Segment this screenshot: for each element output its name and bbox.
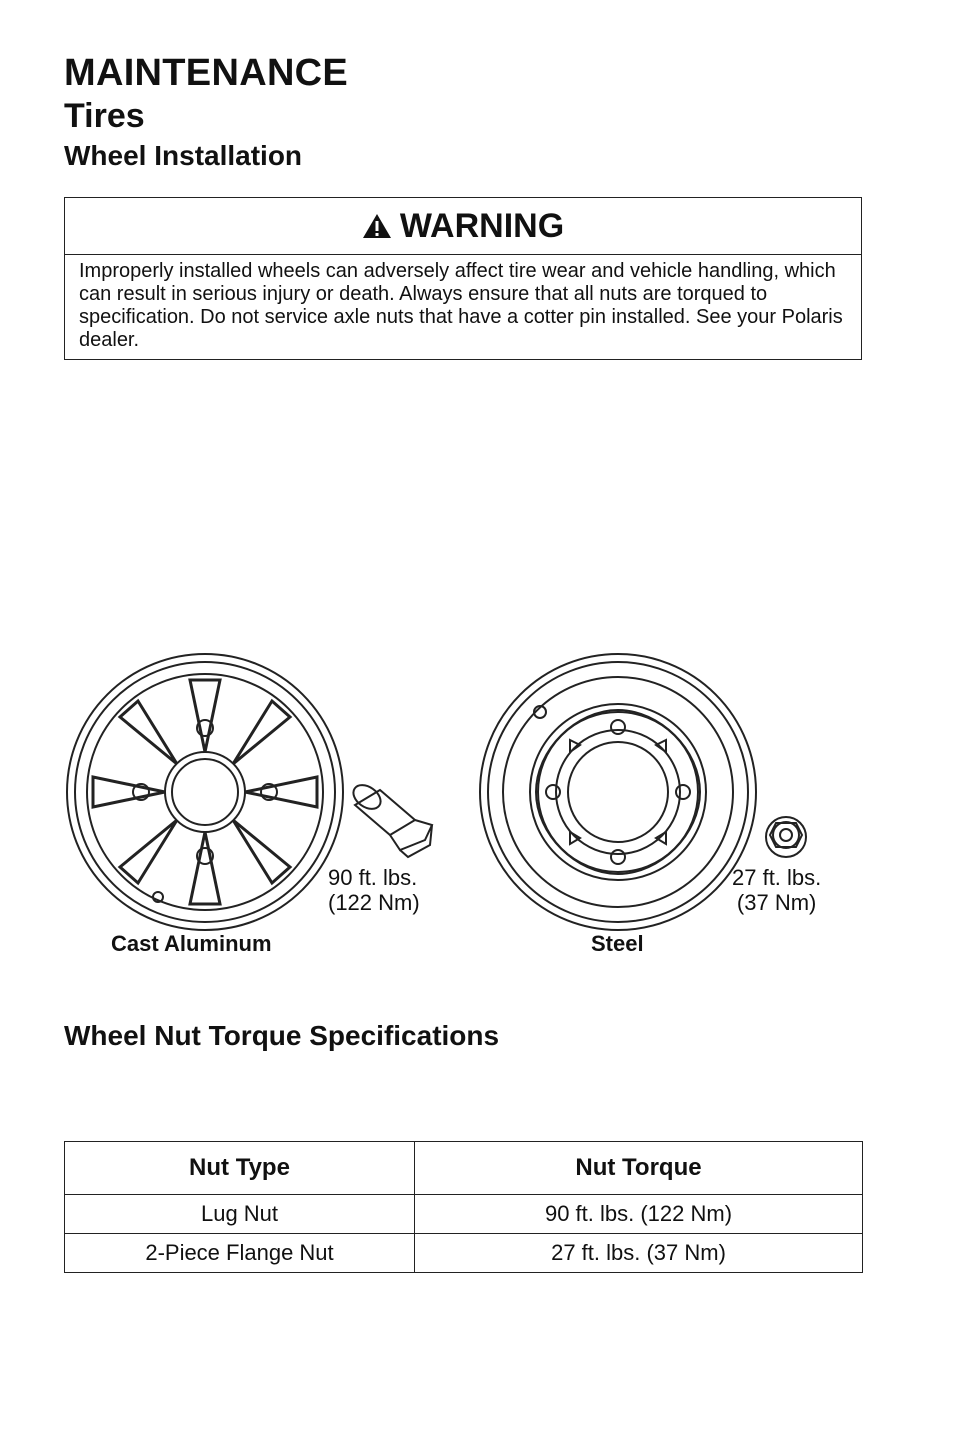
torque-spec-table xyxy=(64,1141,863,1273)
table-cell: 2-Piece Flange Nut xyxy=(65,1234,415,1273)
table-row xyxy=(65,1195,863,1234)
steel-torque-line1: 27 ft. lbs. xyxy=(732,865,822,890)
warning-title: WARNING xyxy=(399,206,565,245)
table-row xyxy=(65,1234,863,1273)
warning-box xyxy=(64,197,862,360)
wheel-figure xyxy=(60,645,860,956)
table-cell: 27 ft. lbs. (37 Nm) xyxy=(415,1234,863,1273)
column-header-nut-type: Nut Type xyxy=(65,1142,415,1195)
warning-header xyxy=(65,198,861,255)
cast-aluminum-wheel-illustration xyxy=(67,654,343,930)
table-header-row xyxy=(65,1142,863,1195)
aluminum-torque-line2: (122 Nm) xyxy=(328,890,420,915)
warning-triangle-icon xyxy=(362,213,392,239)
table-cell: Lug Nut xyxy=(65,1195,415,1234)
specs-title: Wheel Nut Torque Specifications xyxy=(64,1020,500,1051)
steel-torque-label xyxy=(732,865,821,915)
topic-title: Wheel Installation xyxy=(64,140,303,171)
aluminum-torque-label xyxy=(328,865,420,915)
subsection-title: Tires xyxy=(64,97,145,135)
table-cell: 90 ft. lbs. (122 Nm) xyxy=(415,1195,863,1234)
lug-nut-illustration xyxy=(349,780,432,857)
warning-text: Improperly installed wheels can adversely affect tire wear and vehicle handling, which can result in serious injury or death. Always ensure that all nuts are torqued to specification. Do not service axle nuts that have a cotter pin installed. See your Polaris dealer. xyxy=(79,260,843,351)
steel-torque-line2: (37 Nm) xyxy=(736,890,817,915)
aluminum-torque-line1: 90 ft. lbs. xyxy=(328,865,418,890)
section-title: MAINTENANCE xyxy=(64,52,349,94)
steel-wheel-illustration xyxy=(480,654,756,930)
column-header-nut-torque: Nut Torque xyxy=(415,1142,863,1195)
flange-nut-illustration xyxy=(766,817,806,857)
aluminum-caption: Cast Aluminum xyxy=(111,931,272,956)
steel-caption: Steel xyxy=(591,931,644,956)
